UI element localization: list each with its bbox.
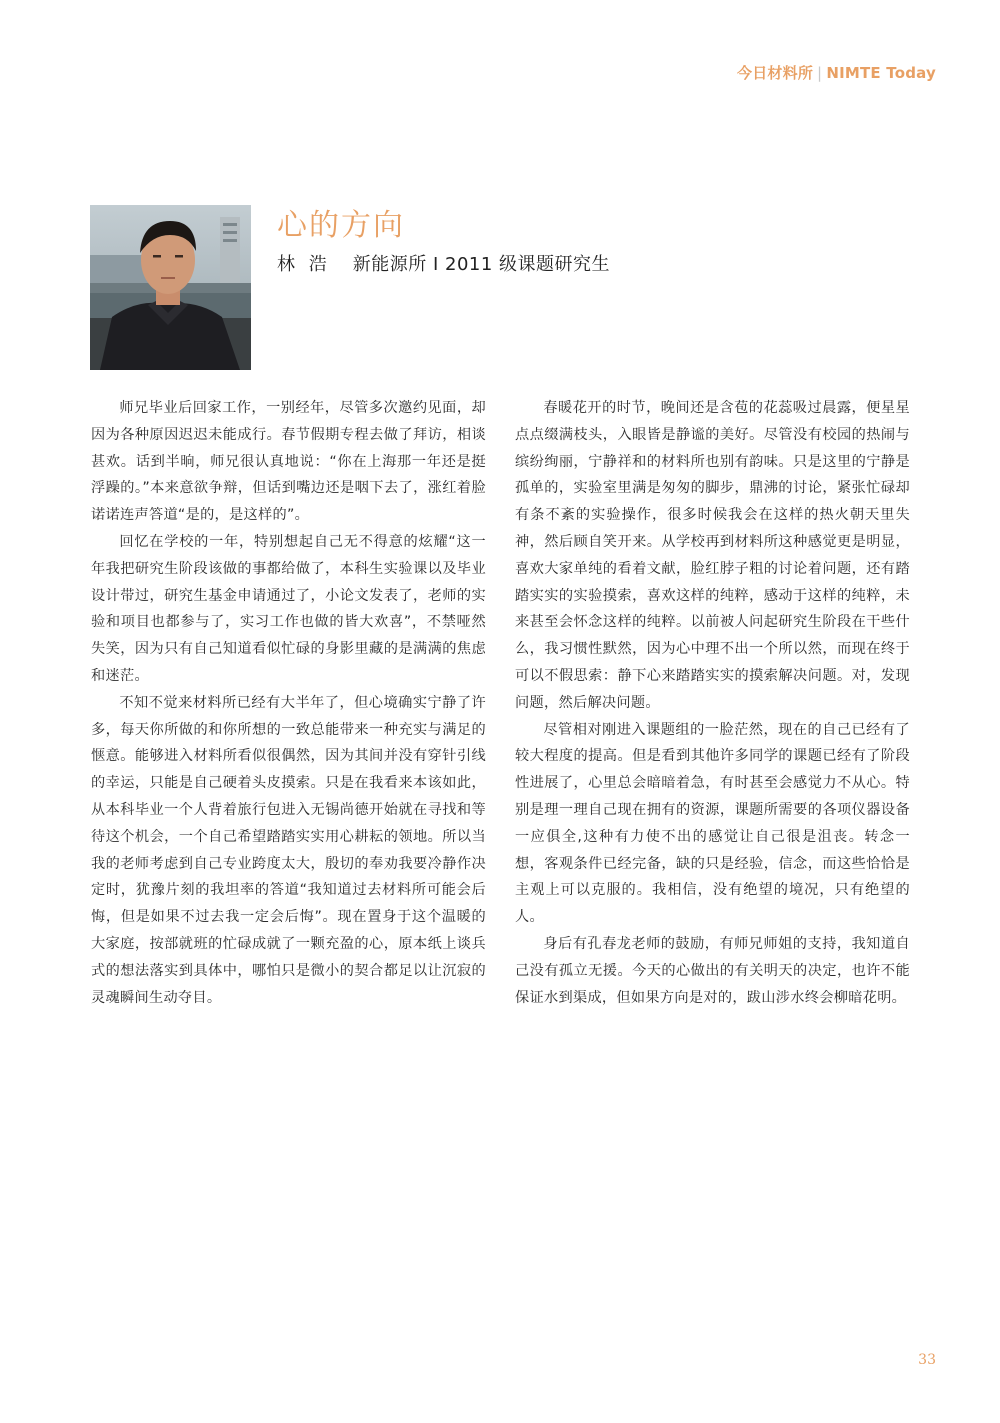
- header-section-en: NIMTE Today: [826, 64, 936, 82]
- author-photo-image: [90, 205, 251, 370]
- author-name: 林 浩: [277, 254, 331, 275]
- header-section-cn: 今日材料所: [737, 64, 814, 82]
- paragraph: 春暖花开的时节，晚间还是含苞的花蕊吸过晨露，便星星点点缀满枝头，入眼皆是静谧的美好。尽管没有校园的热闹与缤纷绚丽，宁静祥和的材料所也别有韵味。只是这里的宁静是孤单的，实验室里满是匆匆的脚步，鼎沸的讨论，紧张忙碌却有条不紊的实验操作，很多时候我会在这样的热火朝天里失神，然后顾自笑开来。从学校再到材料所这种感觉更是明显，喜欢大家单纯的看着文献，脸红脖子粗的讨论着问题，还有踏踏实实的实验摸索，喜欢这样的纯粹，感动于这样的纯粹，未来甚至会怀念这样的纯粹。以前被人问起研究生阶段在干些什么，我习惯性默然，因为心中理不出一个所以然，而现在终于可以不假思索：静下心来踏踏实实的摸索解决问题。对，发现问题，然后解决问题。: [515, 400, 910, 711]
- left-column: [91, 395, 486, 1011]
- paragraph: 回忆在学校的一年，特别想起自己无不得意的炫耀“这一年我把研究生阶段该做的事都给做了，本科生实验课以及毕业设计带过，研究生基金申请通过了，小论文发表了，老师的实验和项目也都参与了，实习工作也做的皆大欢喜”，不禁哑然失笑，因为只有自己知道看似忙碌的身影里藏的是满满的焦虑和迷茫。: [91, 533, 486, 684]
- author-affiliation: 新能源所 I 2011 级课题研究生: [352, 254, 611, 275]
- paragraph: 身后有孔春龙老师的鼓励，有师兄师姐的支持，我知道自己没有孤立无援。今天的心做出的有关明天的决定，也许不能保证水到渠成，但如果方向是对的，跋山涉水终会柳暗花明。: [515, 935, 910, 1006]
- article-title: 心的方向: [277, 208, 405, 243]
- article-byline: [277, 250, 610, 276]
- paragraph: 不知不觉来材料所已经有大半年了，但心境确实宁静了许多，每天你所做的和你所想的一致总能带来一种充实与满足的惬意。能够进入材料所看似很偶然，因为其间并没有穿针引线的幸运，只能是自己硬着头皮摸索。只是在我看来本该如此，从本科毕业一个人背着旅行包进入无锡尚德开始就在寻找和等待这个机会，一个自己希望踏踏实实用心耕耘的领地。所以当我的老师考虑到自己专业跨度太大，殷切的奉劝我要冷静作决定时，犹豫片刻的我坦率的答道“我知道过去材料所可能会后悔，但是如果不过去我一定会后悔”。现在置身于这个温暖的大家庭，按部就班的忙碌成就了一颗充盈的心，原本纸上谈兵式的想法落实到具体中，哪怕只是微小的契合都足以让沉寂的灵魂瞬间生动夺目。: [91, 694, 486, 1006]
- author-photo: [90, 205, 251, 370]
- right-column: [515, 395, 910, 1011]
- header-separator: |: [817, 64, 823, 82]
- paragraph: 尽管相对刚进入课题组的一脸茫然，现在的自己已经有了较大程度的提高。但是看到其他许多同学的课题已经有了阶段性进展了，心里总会暗暗着急，有时甚至会感觉力不从心。特别是理一理自己现在拥有的资源，课题所需要的各项仪器设备一应俱全,这种有力使不出的感觉让自己很是沮丧。转念一想，客观条件已经完备，缺的只是经验，信念，而这些恰恰是主观上可以克服的。我相信，没有绝望的境况，只有绝望的人。: [515, 721, 910, 926]
- page-number: 33: [918, 1352, 936, 1368]
- running-header: [737, 62, 936, 83]
- paragraph: 师兄毕业后回家工作，一别经年，尽管多次邀约见面，却因为各种原因迟迟未能成行。春节假期专程去做了拜访，相谈甚欢。话到半晌，师兄很认真地说：“你在上海那一年还是挺浮躁的。”本来意欲争辩，但话到嘴边还是咽下去了，涨红着脸诺诺连声答道“是的，是这样的”。: [91, 400, 486, 524]
